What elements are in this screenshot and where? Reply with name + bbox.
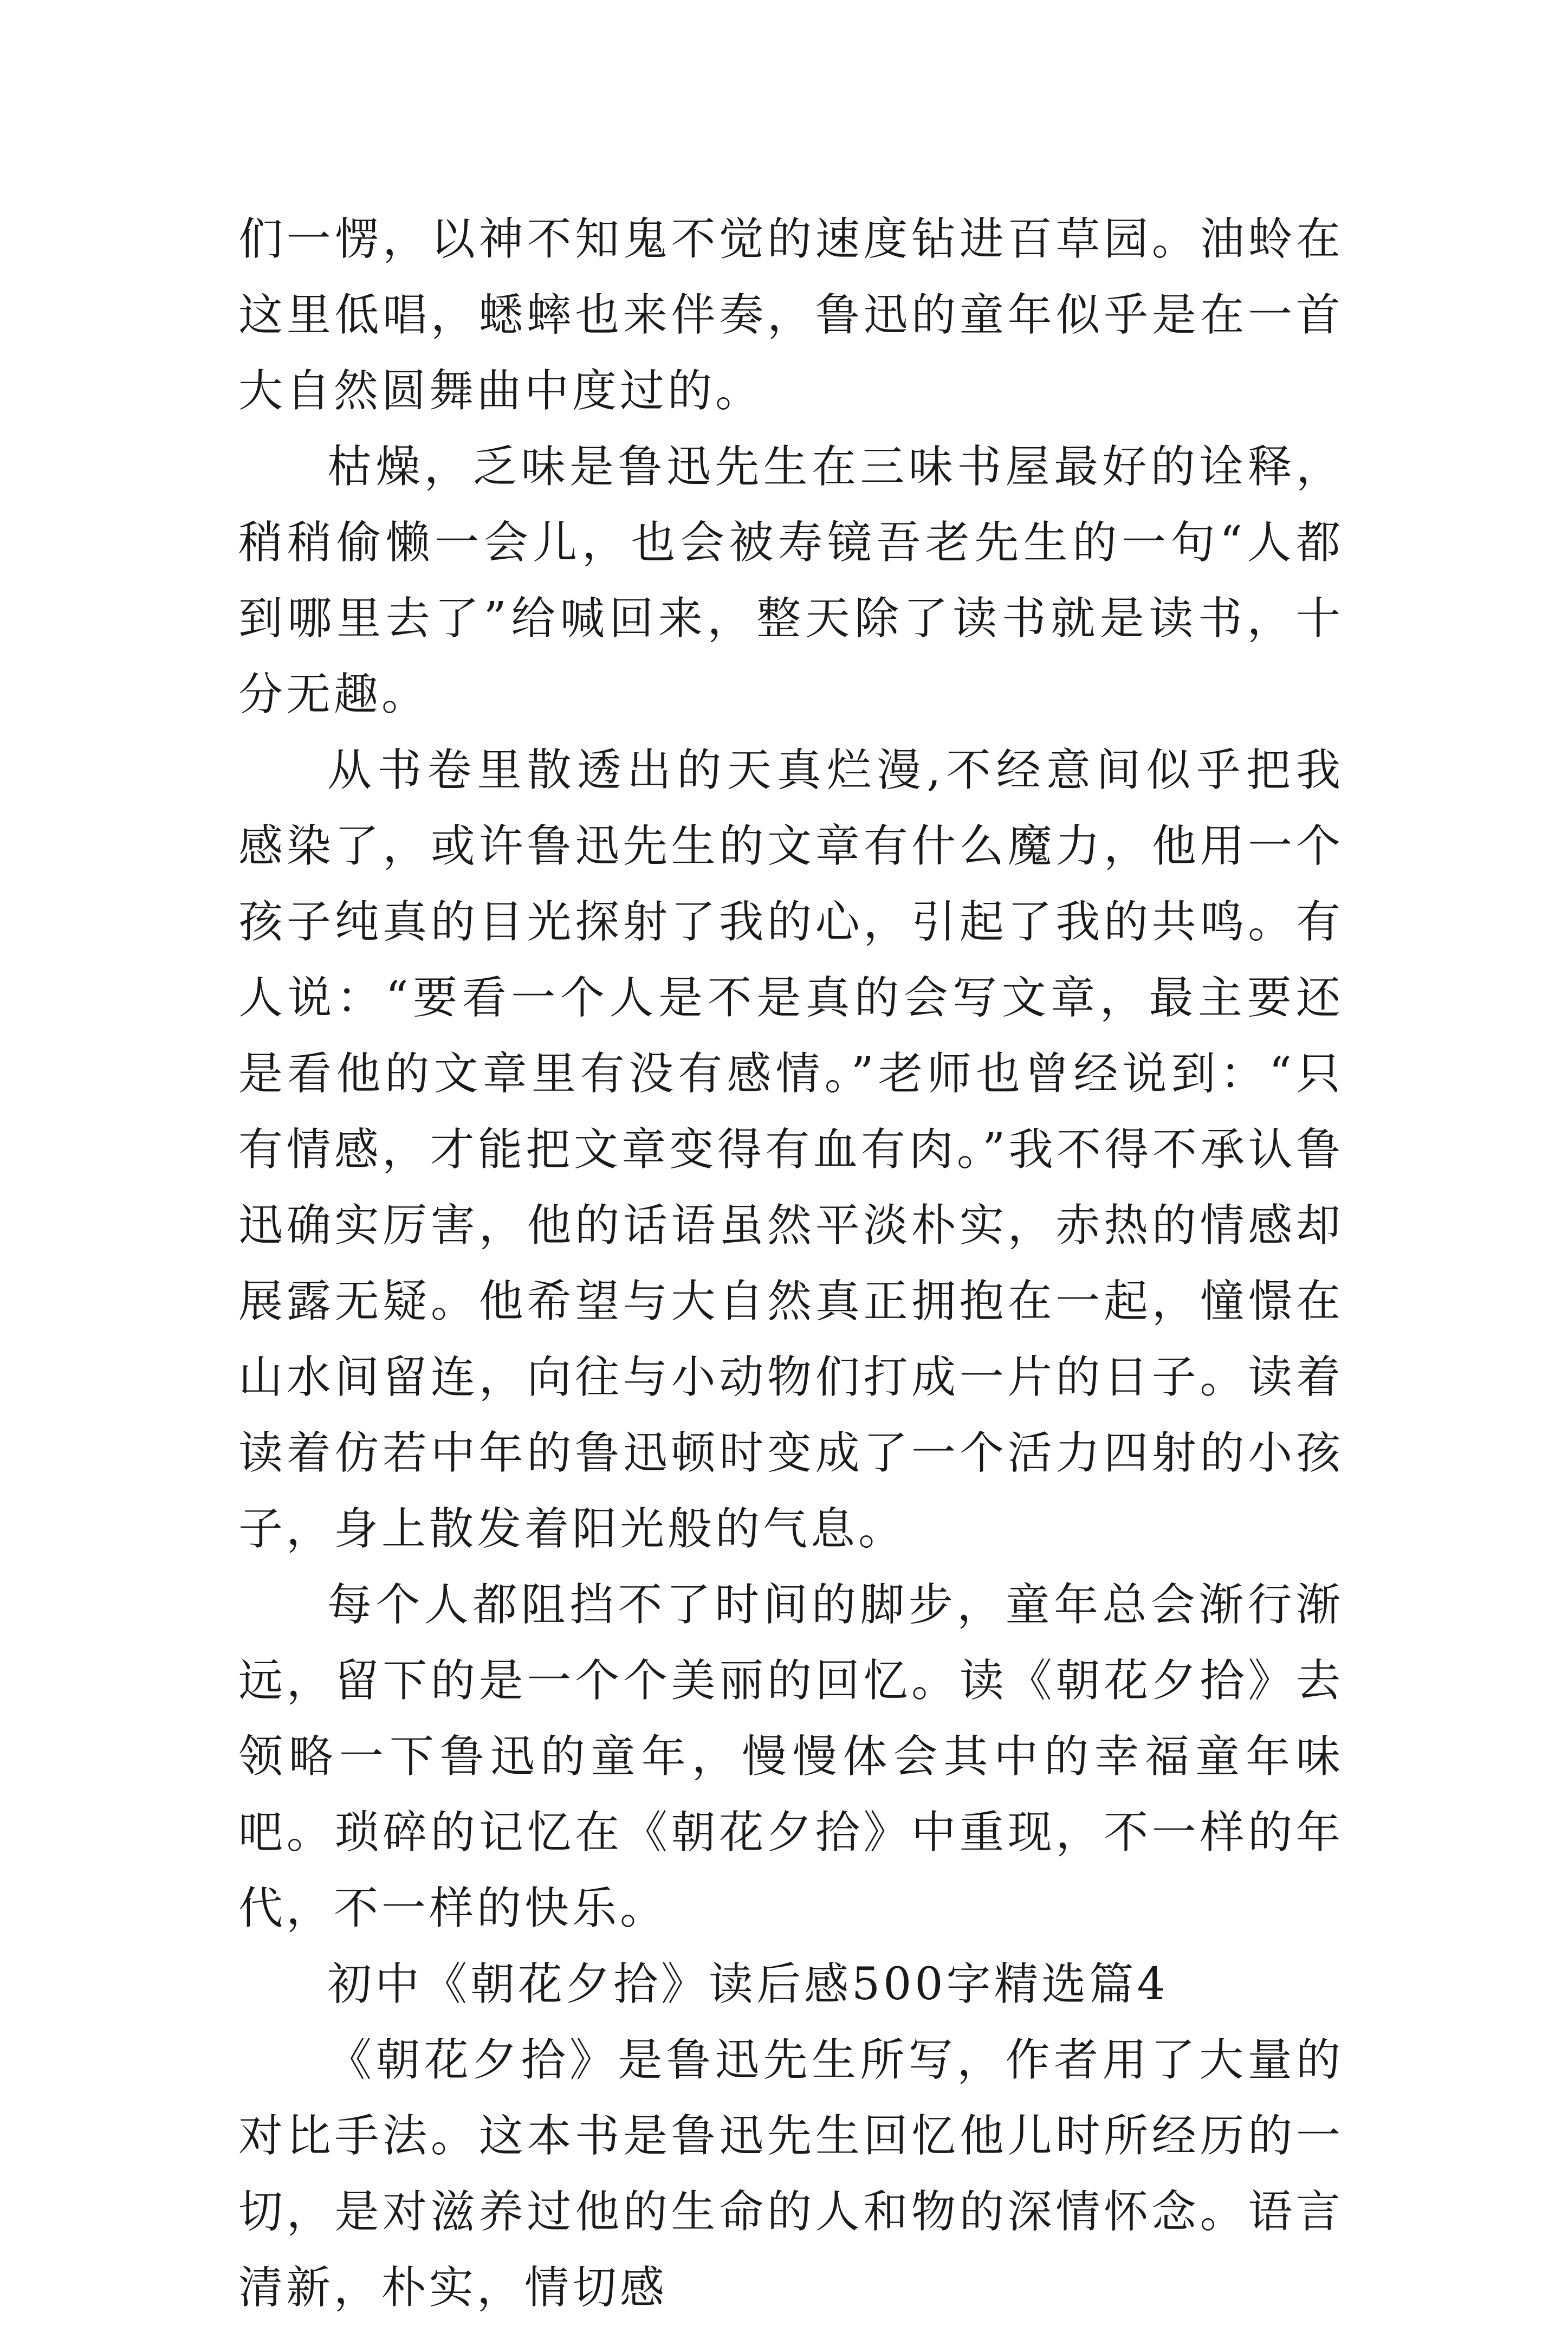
paragraph-sanwei-shuwu: 枯燥，乏味是鲁迅先生在三味书屋最好的诠释，稍稍偷懒一会儿，也会被寿镜吾老先生的一句“人都到哪里去了”给喊回来，整天除了读书就是读书，十分无趣。: [238, 441, 1344, 720]
paragraph-continued: 们一愣，以神不知鬼不觉的速度钻进百草园。油蛉在这里低唱，蟋蟀也来伴奏，鲁迅的童年似乎是在一首大自然圆舞曲中度过的。: [238, 214, 1344, 417]
paragraph-intro-pian4: 《朝花夕拾》是鲁迅先生所写，作者用了大量的对比手法。这本书是鲁迅先生回忆他儿时所经历的一切，是对滋养过他的生命的人和物的深情怀念。语言清新，朴实，情切感: [238, 2034, 1344, 2314]
document-body: [238, 202, 1344, 2326]
section-heading: 初中《朝花夕拾》读后感500字精选篇4: [327, 1959, 1169, 2010]
paragraph-tianzhen-lanman: 从书卷里散透出的天真烂漫,不经意间似乎把我感染了，或许鲁迅先生的文章有什么魔力，他用一个孩子纯真的目光探射了我的心，引起了我的共鸣。有人说：“要看一个人是不是真的会写文章，最主要还是看他的文章里有没有感情。”老师也曾经说到：“只有情感，才能把文章变得有血有肉。”我不得不承认鲁迅确实厉害，他的话语虽然平淡朴实，赤热的情感却展露无疑。他希望与大自然真正拥抱在一起，憧憬在山水间留连，向往与小动物们打成一片的日子。读着读着仿若中年的鲁迅顿时变成了一个活力四射的小孩子，身上散发着阳光般的气息。: [238, 745, 1344, 1555]
paragraph-childhood-memory: 每个人都阻挡不了时间的脚步，童年总会渐行渐远，留下的是一个个美丽的回忆。读《朝花夕拾》去领略一下鲁迅的童年，慢慢体会其中的幸福童年味吧。琐碎的记忆在《朝花夕拾》中重现，不一样的年代，不一样的快乐。: [238, 1579, 1344, 1934]
